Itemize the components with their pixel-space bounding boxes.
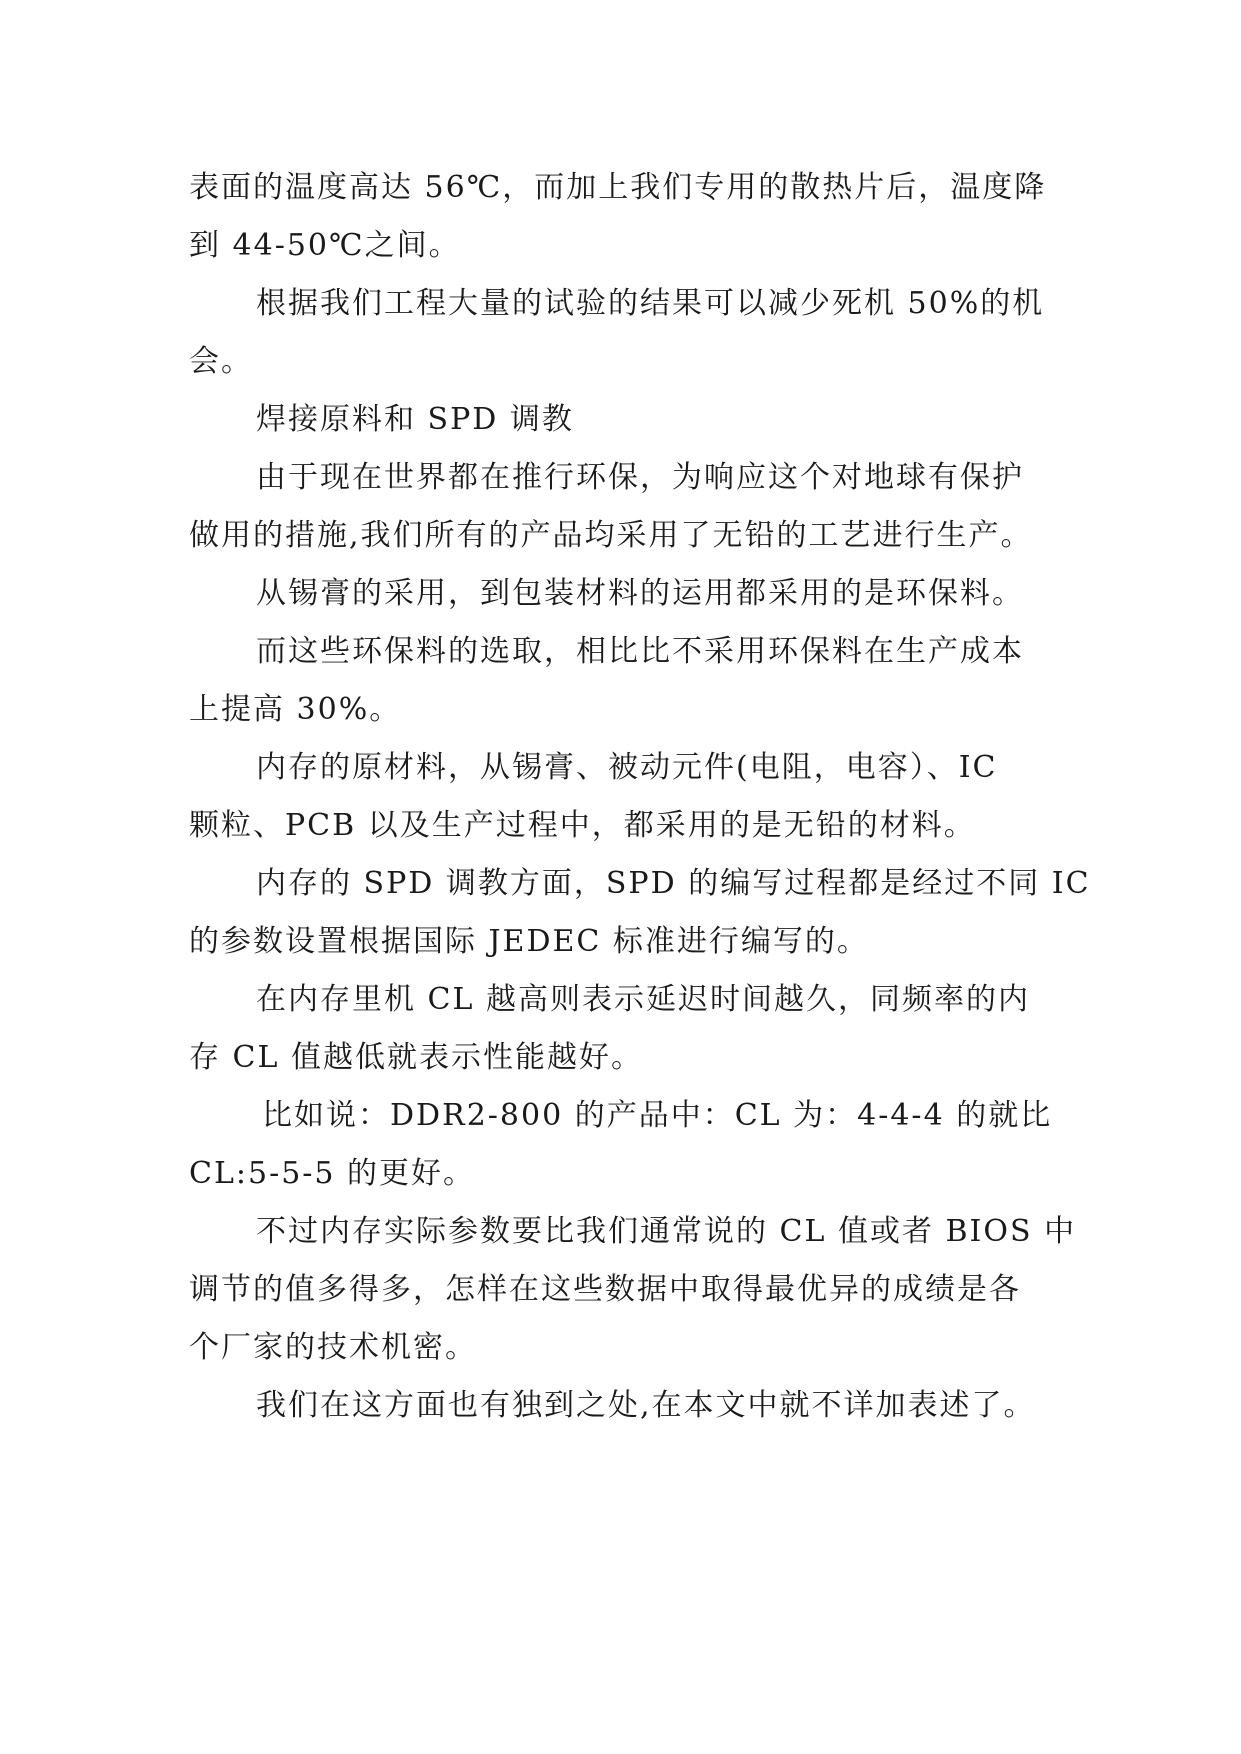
text-line: 内存的原材料，从锡膏、被动元件(电阻，电容）、IC [256,750,998,785]
text-line: 的参数设置根据国际 JEDEC 标准进行编写的。 [189,924,869,959]
text-line: 我们在这方面也有独到之处,在本文中就不详加表述了。 [256,1388,1036,1423]
text-line: 不过内存实际参数要比我们通常说的 CL 值或者 BIOS 中 [256,1214,1077,1249]
text-line: 从锡膏的采用，到包装材料的运用都采用的是环保料。 [256,576,1024,611]
text-line: 根据我们工程大量的试验的结果可以减少死机 50%的机 [256,286,1045,321]
text-line: 到 44-50℃之间。 [189,228,461,263]
text-line: 内存的 SPD 调教方面，SPD 的编写过程都是经过不同 IC [256,866,1091,901]
text-line: 而这些环保料的选取，相比比不采用环保料在生产成本 [256,634,1024,669]
text-line: 表面的温度高达 56℃，而加上我们专用的散热片后，温度降 [189,170,1047,205]
section-heading: 焊接原料和 SPD 调教 [256,402,574,437]
text-line: 调节的值多得多，怎样在这些数据中取得最优异的成绩是各 [189,1272,1021,1307]
text-line: 存 CL 值越低就表示性能越好。 [189,1040,643,1075]
text-line: 个厂家的技术机密。 [189,1330,477,1365]
text-line: 上提高 30%。 [189,692,402,727]
text-line: 会。 [189,344,253,379]
text-line: 做用的措施,我们所有的产品均采用了无铅的工艺进行生产。 [189,518,1033,553]
text-line: 在内存里机 CL 越高则表示延迟时间越久，同频率的内 [256,982,1030,1017]
text-line: CL:5-5-5 的更好。 [189,1156,476,1191]
text-line: 比如说：DDR2-800 的产品中：CL 为：4-4-4 的就比 [262,1098,1053,1133]
text-line: 颗粒、PCB 以及生产过程中，都采用的是无铅的材料。 [189,808,976,843]
text-line: 由于现在世界都在推行环保，为响应这个对地球有保护 [256,460,1024,495]
